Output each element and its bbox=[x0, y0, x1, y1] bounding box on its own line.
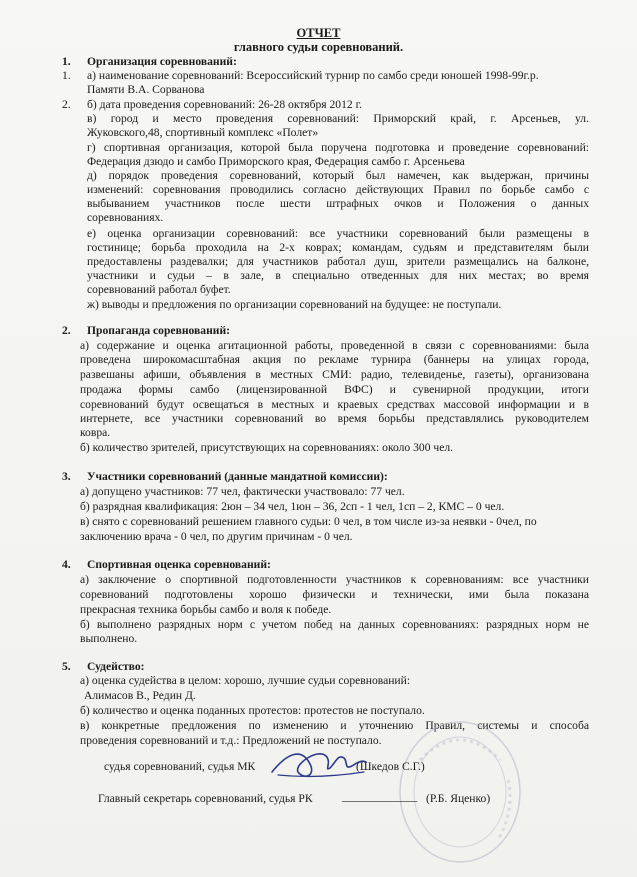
secretary-signature-blank: _____________ bbox=[342, 790, 418, 803]
s2-line3: развешаны афиши, объявления в местных СМИ: радио, телевиденье, газеты), организована bbox=[80, 368, 589, 381]
s2-line7: ковра. bbox=[80, 426, 111, 439]
s4-line1: а) заключение о спортивной подготовленности участников к соревнованиям: все участники bbox=[80, 573, 589, 586]
section-4-heading: Спортивная оценка соревнований: bbox=[87, 558, 271, 571]
s3-line2: б) разрядная квалификация: 2юн – 34 чел, 1юн – 36, 2сп - 1 чел, 1сп – 2, КМС – 0 чел. bbox=[80, 500, 505, 513]
s4-line5: выполнено. bbox=[80, 632, 138, 645]
section-3-heading: Участники соревнований (данные мандатной комиссии): bbox=[87, 470, 388, 483]
report-title: ОТЧЕТ bbox=[296, 26, 341, 40]
official-stamp bbox=[390, 700, 530, 875]
s5-line2: Алимасов В., Редин Д. bbox=[84, 689, 196, 702]
s1-b-line1: б) дата проведения соревнований: 26-28 октября 2012 г. bbox=[87, 98, 362, 111]
section-1-number: 1. bbox=[62, 55, 71, 68]
judge-label: судья соревнований, судья МК bbox=[104, 760, 256, 773]
s1-f-line2: гостинице; борьба проходила на 2-х коврах; командам, судьям и представителям были bbox=[87, 241, 589, 254]
s1-d-line1: г) спортивная организация, которой была поручена подготовка и проведение соревнований: bbox=[87, 141, 589, 154]
s5-line4: в) конкретные предложения по изменению и уточнению Правил, системы и способа bbox=[80, 719, 589, 732]
s3-line1: а) допущено участников: 77 чел, фактически участвовало: 77 чел. bbox=[80, 485, 405, 498]
s4-line2: соревнований подготовлены хорошо физически и технически, ими была показана bbox=[80, 588, 589, 601]
s1-a-line2: Памяти В.А. Сорванова bbox=[87, 83, 205, 96]
s5-line5: проведения соревнований и т.д.: Предложений не поступало. bbox=[80, 734, 382, 747]
s1-c-line1: в) город и место проведения соревнований: Приморский край, г. Арсеньев, ул. bbox=[87, 112, 589, 125]
s1-d-line2: Федерация дзюдо и самбо Приморского края, Федерация самбо г. Арсеньева bbox=[87, 155, 465, 168]
s2-line4: продажа формы самбо (лицензированной ВФС) и сувенирной продукции, итоги bbox=[80, 383, 589, 396]
s1-f-line1: е) оценка организации соревнований: все участники соревнований были размещены в bbox=[87, 227, 589, 240]
s2-line8: б) количество зрителей, присутствующих на соревнованиях: около 300 чел. bbox=[80, 441, 454, 454]
section-2-heading: Пропаганда соревнований: bbox=[87, 324, 230, 337]
report-subtitle: главного судьи соревнований. bbox=[233, 40, 404, 54]
section-5-heading: Судейство: bbox=[87, 660, 145, 673]
s5-line1: а) оценка судейства в целом: хорошо, лучшие судьи соревнований: bbox=[80, 674, 411, 687]
judge-name: (Шкедов С.Г.) bbox=[356, 760, 425, 773]
s5-line3: б) количество и оценка поданных протестов: протестов не поступало. bbox=[80, 704, 425, 717]
s1-e-line4: соревнованиях. bbox=[87, 211, 164, 224]
section-2-number: 2. bbox=[62, 324, 71, 337]
s1-e-line1: д) порядок проведения соревнований, который был намечен, как выдержан, причины bbox=[87, 169, 589, 182]
secretary-name: (Р.Б. Яценко) bbox=[426, 792, 491, 805]
s2-line6: интернете, все участники соревнований во время борьбы представлялись руководителем bbox=[80, 412, 589, 425]
s1-e-line3: выбыванием участников после шести штрафных очков и Положения о данных bbox=[87, 197, 589, 210]
s3-line4: заключению врача - 0 чел, по другим причинам - 0 чел. bbox=[80, 530, 353, 543]
s2-line2: проведена широкомасштабная акция по рекламе турнира (баннеры на улицах города, bbox=[80, 353, 589, 366]
s4-line4: б) выполнено разрядных норм с учетом побед на данных соревнованиях: разрядных норм не bbox=[80, 618, 589, 631]
s2-line5: соревнований будут освещаться в местных и краевых средствах массовой информации и в bbox=[80, 398, 589, 411]
section-1-heading: Организация соревнований: bbox=[87, 55, 237, 68]
s1-f-line4: участники и судьи – в зале, в специально отведенных для них местах; во время bbox=[87, 269, 589, 282]
section-3-number: 3. bbox=[62, 470, 71, 483]
s2-line1: а) содержание и оценка агитационной работы, проведенной в связи с соревнованиями: была bbox=[80, 339, 589, 352]
item-1-number: 1. bbox=[62, 69, 71, 82]
section-5-number: 5. bbox=[62, 660, 71, 673]
secretary-label: Главный секретарь соревнований, судья РК bbox=[98, 792, 313, 805]
section-4-number: 4. bbox=[62, 558, 71, 571]
s1-c-line2: Жуковского,48, спортивный комплекс «Полет» bbox=[87, 126, 319, 139]
s3-line3: в) снято с соревнований решением главного судьи: 0 чел, в том числе из-за неявки - 0чел, по bbox=[80, 515, 537, 528]
s1-e-line2: изменений: соревнования проводились согласно действующих Правил по борьбе самбо с bbox=[87, 183, 589, 196]
s1-g-line1: ж) выводы и предложения по организации соревнований на будущее: не поступали. bbox=[87, 298, 502, 311]
s1-f-line5: соревнований работал буфет. bbox=[87, 283, 231, 296]
item-2-number: 2. bbox=[62, 98, 71, 111]
s1-f-line3: предоставлены раздевалки; для участников работал душ, зрители размещались на балконе, bbox=[87, 255, 589, 268]
s4-line3: прекрасная техника борьбы самбо и воля к победе. bbox=[80, 603, 332, 616]
judge-signature bbox=[268, 742, 368, 784]
s1-a-line1: а) наименование соревнований: Всероссийский турнир по самбо среди юношей 1998-99г.р. bbox=[87, 69, 539, 82]
